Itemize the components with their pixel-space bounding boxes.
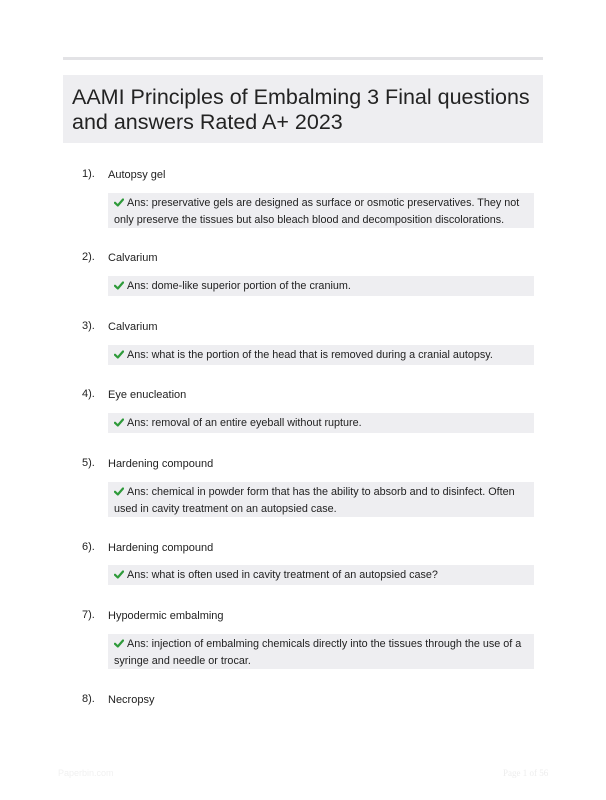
question-text: Hardening compound	[108, 458, 214, 470]
question-number: 3).	[82, 320, 95, 332]
answer-text: Ans: dome-like superior portion of the cranium.	[127, 280, 351, 292]
page-number: Page 1 of 56	[503, 768, 549, 778]
check-icon	[114, 570, 124, 579]
footer-watermark: Paperbin.com	[58, 768, 114, 778]
check-icon	[114, 350, 124, 359]
question-text: Calvarium	[108, 252, 158, 264]
answer-text: Ans: preservative gels are designed as surface or osmotic preservatives. They not only preserve the tissues but also bleach blood and decomposition discolorations.	[114, 197, 520, 226]
title-banner	[63, 75, 543, 143]
answer-box	[108, 482, 534, 517]
answer-box	[108, 276, 534, 296]
answer-text: Ans: removal of an entire eyeball without rupture.	[127, 417, 362, 429]
answer-box	[108, 413, 534, 433]
check-icon	[114, 639, 124, 648]
check-icon	[114, 487, 124, 496]
answer-box	[108, 193, 534, 228]
answer-box	[108, 345, 534, 365]
check-icon	[114, 198, 124, 207]
question-text: Necropsy	[108, 694, 155, 706]
page-title: AAMI Principles of Embalming 3 Final questions and answers Rated A+ 2023	[72, 85, 530, 134]
answer-box	[108, 634, 534, 669]
question-number: 4).	[82, 388, 95, 400]
answer-text: Ans: what is the portion of the head that is removed during a cranial autopsy.	[127, 349, 493, 361]
question-number: 5).	[82, 457, 95, 469]
question-number: 6).	[82, 541, 95, 553]
question-text: Calvarium	[108, 321, 158, 333]
question-number: 1).	[82, 168, 95, 180]
question-text: Hypodermic embalming	[108, 610, 224, 622]
question-text: Eye enucleation	[108, 389, 187, 401]
answer-box	[108, 565, 534, 585]
question-text: Hardening compound	[108, 542, 214, 554]
check-icon	[114, 418, 124, 427]
top-divider	[63, 57, 543, 60]
check-icon	[114, 281, 124, 290]
question-number: 7).	[82, 609, 95, 621]
answer-text: Ans: chemical in powder form that has the ability to absorb and to disinfect. Often used in cavity treatment on an autopsied case.	[114, 486, 515, 515]
question-number: 2).	[82, 251, 95, 263]
question-number: 8).	[82, 693, 95, 705]
answer-text: Ans: injection of embalming chemicals directly into the tissues through the use of a syringe and needle or trocar.	[114, 638, 522, 667]
answer-text: Ans: what is often used in cavity treatment of an autopsied case?	[127, 569, 438, 581]
question-text: Autopsy gel	[108, 169, 166, 181]
